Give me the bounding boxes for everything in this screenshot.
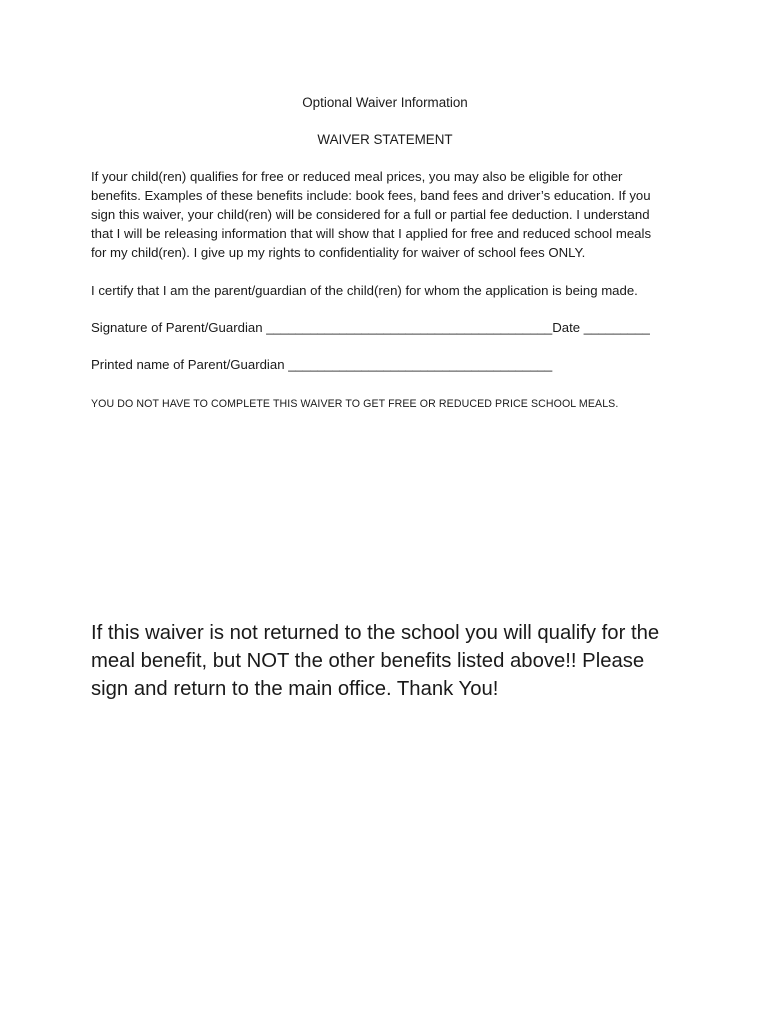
reminder-line: sign and return to the main office. Thank You! [91,678,499,700]
printed-name-line: Printed name of Parent/Guardian ____________________________________ [91,357,553,372]
paragraph-line: If your child(ren) qualifies for free or reduced meal prices, you may also be eligible for other [91,169,623,184]
notice-text: YOU DO NOT HAVE TO COMPLETE THIS WAIVER TO GET FREE OR REDUCED PRICE SCHOOL MEALS. [91,398,619,410]
certify-statement: I certify that I am the parent/guardian of the child(ren) for whom the application is being made. [91,283,638,298]
paragraph-line: that I will be releasing information that will show that I applied for free and reduced school meals [91,226,652,241]
signature-line: Signature of Parent/Guardian _______________________________________Date _________ [91,320,650,335]
waiver-heading: WAIVER STATEMENT [317,132,453,147]
document-title: Optional Waiver Information [302,95,468,110]
reminder-line: If this waiver is not returned to the school you will qualify for the [91,622,660,644]
paragraph-line: benefits. Examples of these benefits include: book fees, band fees and driver’s education. If you [91,188,651,203]
paragraph-line: sign this waiver, your child(ren) will be considered for a full or partial fee deduction. I understand [91,207,650,222]
return-reminder [91,619,711,703]
reminder-line: meal benefit, but NOT the other benefits listed above!! Please [91,650,645,672]
waiver-paragraph [91,167,691,262]
paragraph-line: for my child(ren). I give up my rights to confidentiality for waiver of school fees ONLY. [91,245,586,260]
